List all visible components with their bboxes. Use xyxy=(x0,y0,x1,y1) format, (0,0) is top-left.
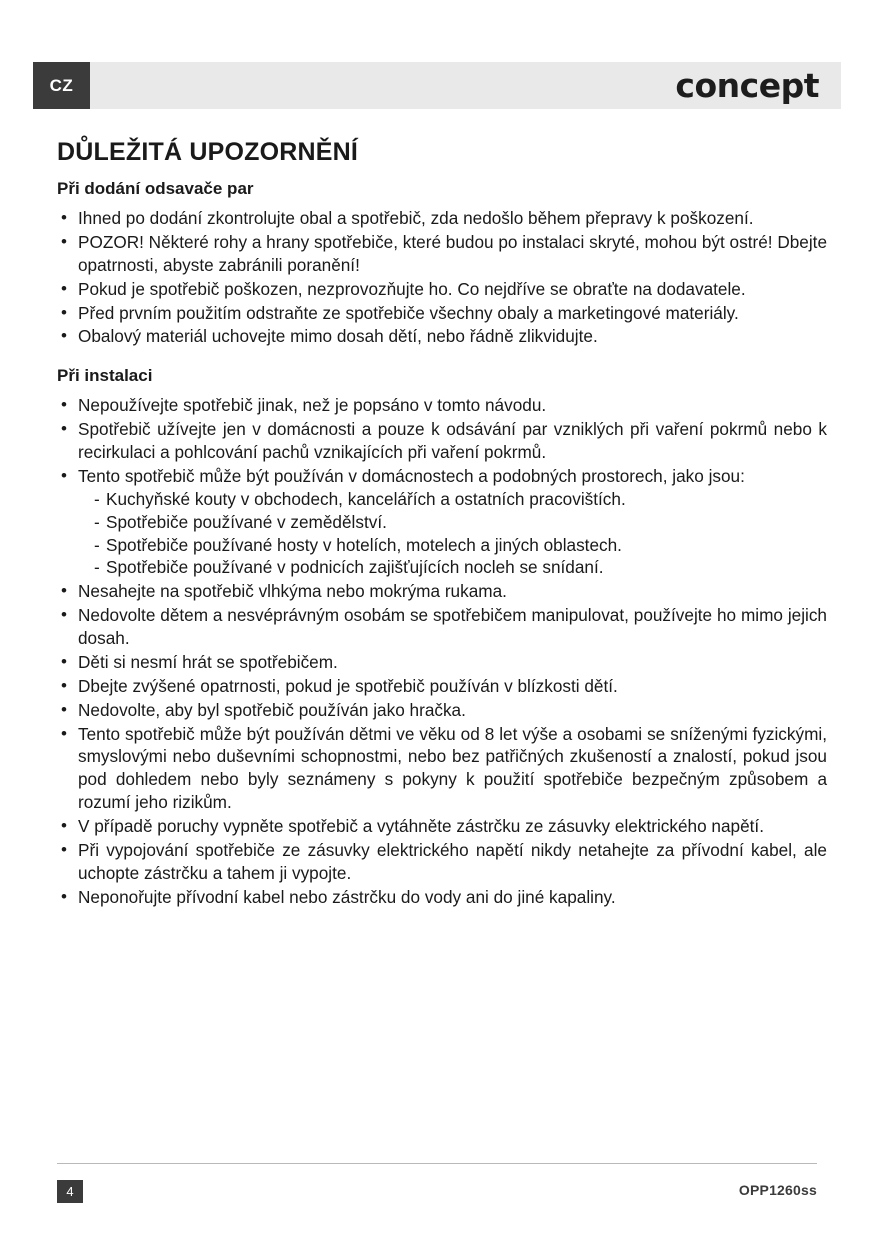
list-item-text: Tento spotřebič může být používán v domácnostech a podobných prostorech, jako jsou: xyxy=(78,465,745,486)
list-item: • Nepoužívejte spotřebič jinak, než je popsáno v tomto návodu. xyxy=(57,394,827,417)
language-badge: CZ xyxy=(33,62,90,109)
section-delivery xyxy=(57,179,827,348)
list-item: • Ihned po dodání zkontrolujte obal a spotřebič, zda nedošlo během přepravy k poškození. xyxy=(57,207,827,230)
bullet-list xyxy=(57,207,827,348)
page-title: DŮLEŽITÁ UPOZORNĚNÍ xyxy=(57,138,359,166)
list-item: • Obalový materiál uchovejte mimo dosah dětí, nebo řádně zlikvidujte. xyxy=(57,325,827,348)
list-item: • Tento spotřebič může být používán dětmi ve věku od 8 let výše a osobami se sníženými fyzickými, smyslovými nebo duševními schopnostmi, nebo bez patřičných zkušeností a znalostí, pokud jsou pod dohledem nebo byly seznámeny s pokyny k použití spotřebiče bezpečným způsobem a rozumí jeho rizikům. xyxy=(57,723,827,815)
list-item: • Nedovolte dětem a nesvéprávným osobám se spotřebičem manipulovat, používejte ho mimo jejich dosah. xyxy=(57,604,827,650)
brand-logo: concept xyxy=(675,66,819,105)
list-item: • Neponořujte přívodní kabel nebo zástrčku do vody ani do jiné kapaliny. xyxy=(57,886,827,909)
list-item: • Spotřebič užívejte jen v domácnosti a pouze k odsávání par vzniklých při vaření pokrmů nebo k recirkulaci a pohlcování pachů vznikajících při vaření pokrmů. xyxy=(57,418,827,464)
bullet-list xyxy=(57,394,827,908)
model-identifier: OPP1260ss xyxy=(738,1182,817,1198)
list-item: • Pokud je spotřebič poškozen, nezprovozňujte ho. Co nejdříve se obraťte na dodavatele. xyxy=(57,278,827,301)
list-item: • POZOR! Některé rohy a hrany spotřebiče, které budou po instalaci skryté, mohou být ostré! Dbejte opatrnosti, abyste zabránili poranění! xyxy=(57,231,827,277)
sub-list-item: - Kuchyňské kouty v obchodech, kancelářích a ostatních pracovištích. xyxy=(94,488,827,511)
footer-divider xyxy=(57,1163,817,1164)
sub-list xyxy=(78,488,827,580)
section-installation xyxy=(57,366,827,908)
sub-list-item: - Spotřebiče používané v zemědělství. xyxy=(94,511,827,534)
sub-list-item: - Spotřebiče používané hosty v hotelích, motelech a jiných oblastech. xyxy=(94,534,827,557)
page-number: 4 xyxy=(57,1180,83,1203)
section-heading: Při instalaci xyxy=(57,366,153,386)
list-item: • Dbejte zvýšené opatrnosti, pokud je spotřebič používán v blízkosti dětí. xyxy=(57,675,827,698)
list-item: • Nesahejte na spotřebič vlhkýma nebo mokrýma rukama. xyxy=(57,580,827,603)
sub-list-item: - Spotřebiče používané v podnicích zajišťujících nocleh se snídaní. xyxy=(94,556,827,579)
document-content xyxy=(57,138,827,910)
page-header xyxy=(33,62,841,109)
list-item: • Při vypojování spotřebiče ze zásuvky elektrického napětí nikdy netahejte za přívodní kabel, ale uchopte zástrčku a tahem ji vypojte. xyxy=(57,839,827,885)
list-item xyxy=(57,465,827,579)
list-item: • Nedovolte, aby byl spotřebič používán jako hračka. xyxy=(57,699,827,722)
list-item: • Před prvním použitím odstraňte ze spotřebiče všechny obaly a marketingové materiály. xyxy=(57,302,827,325)
section-heading: Při dodání odsavače par xyxy=(57,179,254,198)
list-item: • V případě poruchy vypněte spotřebič a vytáhněte zástrčku ze zásuvky elektrického napětí. xyxy=(57,815,827,838)
list-item: • Děti si nesmí hrát se spotřebičem. xyxy=(57,651,827,674)
